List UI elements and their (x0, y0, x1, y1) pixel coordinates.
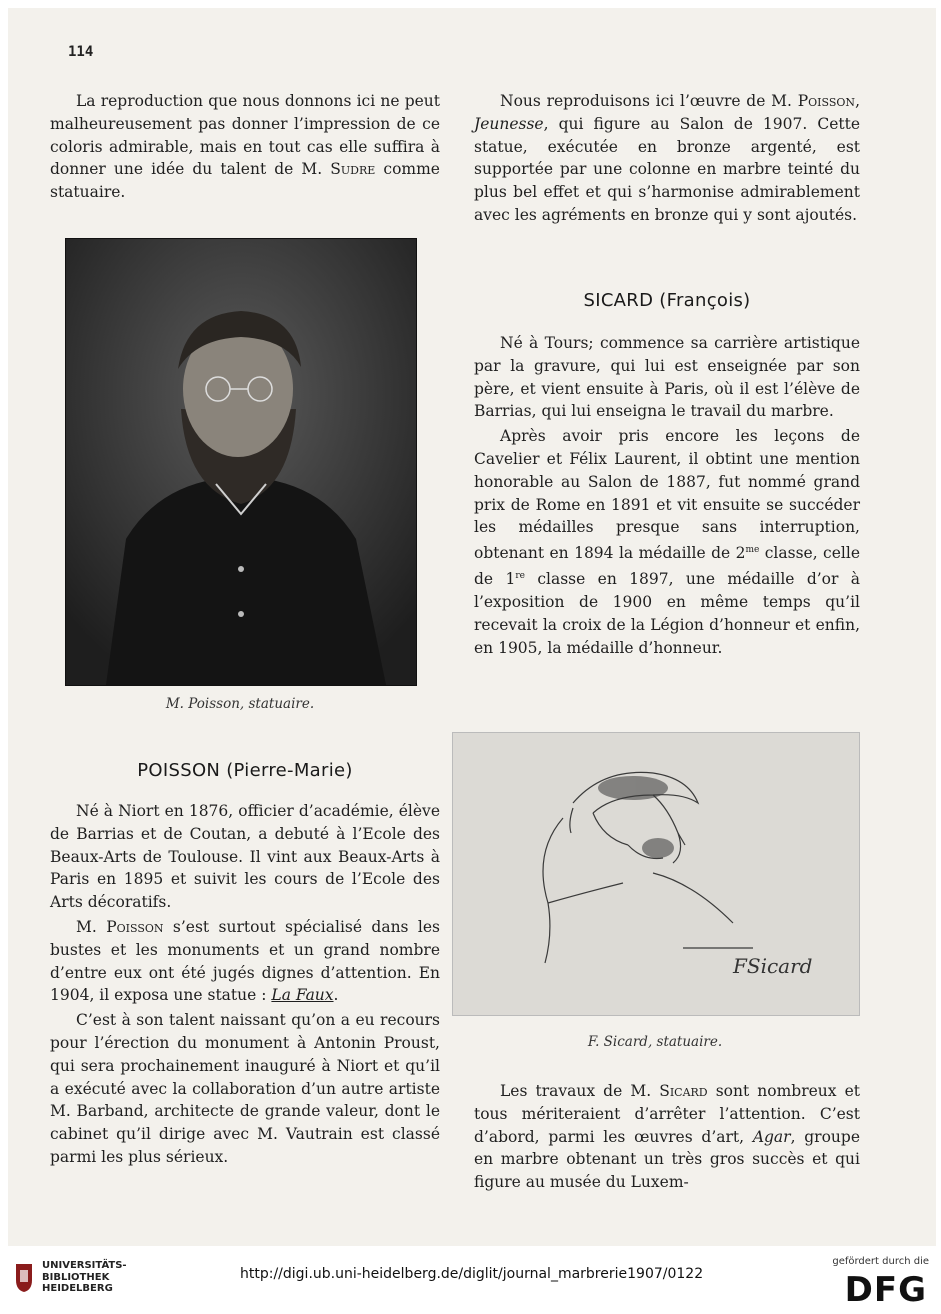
page-number: 114 (68, 44, 94, 60)
sicard-biography (474, 332, 860, 659)
poisson-paragraph-1: Né à Niort en 1876, officier d’académie, élève de Barrias et de Coutan, a debuté à l’Ecole des Beaux-Arts de Toulouse. Il vint aux Beaux-Arts à Paris en 1895 et suivit les cours de l’Ecole des Arts décoratifs. (50, 802, 440, 912)
name-poisson: Poisson (797, 92, 856, 110)
funded-by-label: gefördert durch die (832, 1256, 929, 1267)
dfg-logo[interactable]: DFG (844, 1270, 927, 1310)
source-url-link[interactable]: http://digi.ub.uni-heidelberg.de/diglit/journal_marbrerie1907/0122 (240, 1266, 704, 1282)
heading-poisson: POISSON (Pierre-Marie) (137, 760, 353, 781)
text-run: Nous reproduisons ici l’œuvre de M. (500, 92, 792, 110)
text-run: , (855, 92, 860, 110)
name-sudre: Sudre (330, 160, 376, 179)
text-run: , groupe en marbre obtenant un très gros succès et qui figure au musée du Luxem- (474, 1127, 860, 1192)
text-run: Après avoir pris encore les leçons de Cavelier et Félix Laurent, il obtint une mention honorable au Salon de 1887, fut nommé grand prix de Rome en 1891 et vit ensuite se succéder les médailles presque sans interruption, obtenant en 1894 la médaille de 2 (474, 427, 860, 563)
title-la-faux: La Faux (271, 986, 334, 1005)
text-run: , qui figure au Salon de 1907. Cette statue, exécutée en bronze argenté, est supportée par une colonne en marbre teinté du plus bel effet et qui s’harmonise admirablement avec les agréments en bronze qui y sont ajoutés. (474, 114, 860, 224)
library-name-line: HEIDELBERG (42, 1283, 113, 1294)
university-seal-icon (12, 1260, 36, 1294)
library-name-line: UNIVERSITÄTS- (42, 1260, 127, 1271)
text-run: s’est surtout spécialisé dans les bustes et les monuments et un grand nombre d’entre eux ont été jugés dignes d’attention. En 1904, il exposa une statue : (50, 917, 440, 1005)
sicard-paragraph-1: Né à Tours; commence sa carrière artistique par la gravure, qui lui est enseignée par son père, et vient ensuite à Paris, où il est l’élève de Barrias, qui lui enseigna le travail du marbre. (474, 334, 860, 421)
library-name-line: BIBLIOTHEK (42, 1271, 110, 1283)
text-run: . (333, 986, 339, 1005)
title-jeunesse: Jeunesse (474, 114, 544, 133)
text-run: M. (76, 917, 97, 936)
poisson-paragraph-3: C’est à son talent naissant qu’on a eu recours pour l’érection du monument à Antonin Proust, qui sera prochainement inauguré à Niort et qu’il a exécuté avec la collaboration d’un autre artiste M. Barband, architecte de grande valeur, dont le cabinet qu’il dirige avec M. Vautrain est classé parmi les plus sérieux. (50, 1011, 440, 1166)
text-run: classe, celle de 1 (474, 544, 860, 589)
text-run: comme statuaire. (50, 160, 440, 202)
text-run: Les travaux de M. (500, 1082, 652, 1100)
library-name (42, 1260, 127, 1295)
portrait-caption: M. Poisson, statuaire. (165, 696, 315, 712)
library-logo[interactable] (12, 1260, 127, 1295)
name-poisson: Poisson (106, 917, 164, 936)
text-run: La reproduction que nous donnons ici ne peut malheureusement pas donner l’impression de ce coloris admirable, mais en tout cas elle suffira à donner une idée du talent de M. (50, 92, 440, 179)
sicard-paragraph-2 (474, 425, 860, 659)
sketch-signature: FSicard (733, 954, 813, 978)
name-sicard: Sicard (659, 1082, 708, 1100)
sicard-works-paragraph (474, 1080, 860, 1194)
right-intro-paragraph (474, 90, 860, 227)
heading-sicard: SICARD (François) (583, 290, 751, 311)
title-agar: Agar (752, 1127, 791, 1146)
text-run: classe en 1897, une médaille d’or à l’exposition de 1900 en même temps qu’il recevait la croix de la Légion d’honneur et enfin, en 1905, la médaille d’honneur. (474, 570, 861, 657)
scanned-page (8, 8, 936, 1246)
sketch-caption: F. Sicard, statuaire. (587, 1034, 723, 1050)
superscript: re (515, 571, 525, 582)
sicard-sketch (452, 732, 860, 1016)
portrait-photo (65, 238, 417, 686)
footer-bar (0, 1248, 941, 1314)
text-run: sont nombreux et tous mériteraient d’arrêter l’attention. C’est d’abord, parmi les œuvres d’art, (474, 1082, 860, 1146)
sketch-drawing (453, 733, 859, 1015)
portrait-photo-image (66, 239, 416, 685)
poisson-paragraph-2 (50, 916, 440, 1007)
left-intro-paragraph (50, 90, 440, 204)
poisson-biography (50, 800, 440, 1169)
superscript: me (745, 545, 760, 556)
